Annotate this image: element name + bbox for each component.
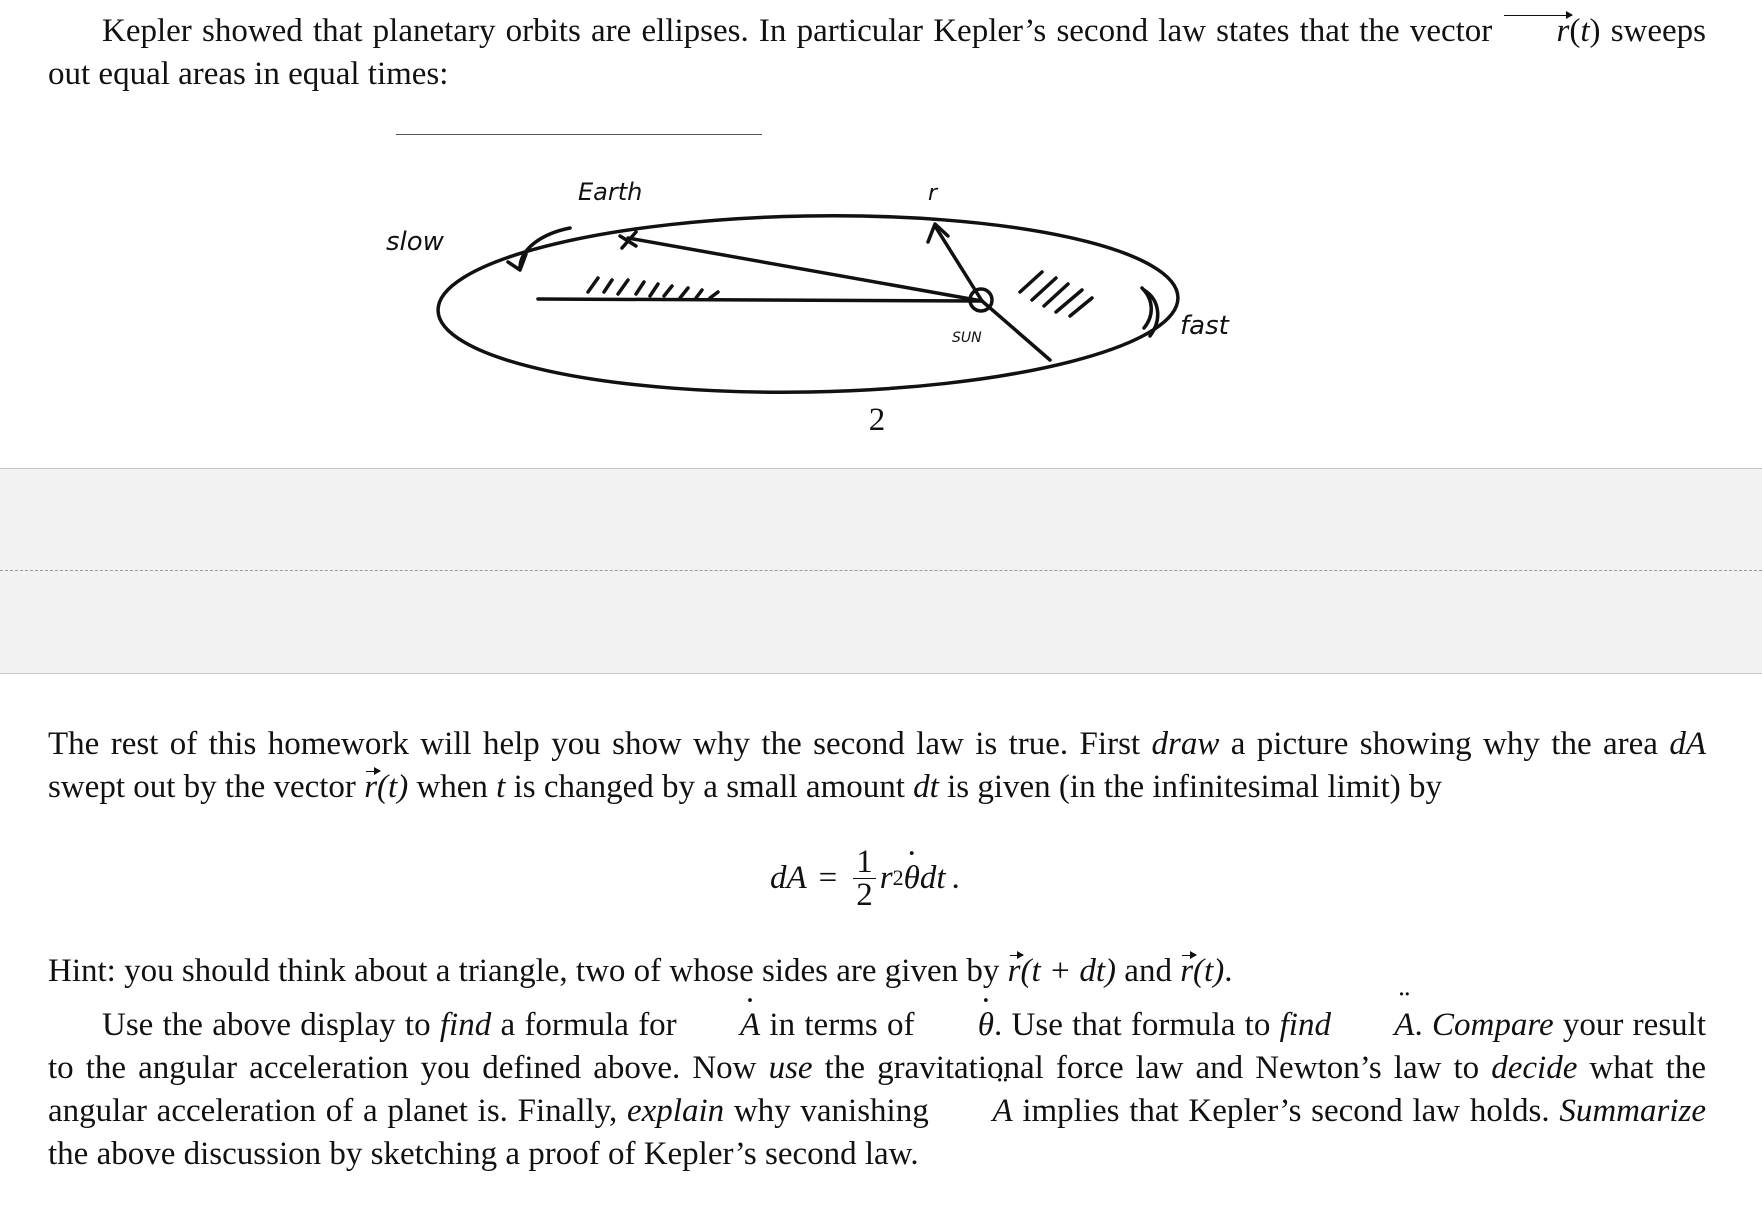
vector-r: r (1502, 10, 1569, 53)
figure-top-rule (396, 134, 762, 135)
text: The rest of this homework will help you show why the second law is true. First (48, 726, 1152, 762)
paren-open: ( (1569, 13, 1581, 49)
text: . (1224, 953, 1233, 989)
hint-paragraph (48, 950, 1706, 993)
eq-dt: dt (919, 859, 946, 896)
kepler-orbit-sketch (380, 150, 1320, 410)
text: your result to the angular acceleration you defined above. Now (48, 1007, 1706, 1086)
eq-r: r (879, 859, 893, 896)
page-break-dashed-line (0, 570, 1762, 571)
vector-r: r (364, 766, 377, 809)
eq-period: . (951, 859, 960, 896)
radius-line-earth (628, 238, 982, 301)
emphasis-summarize: Summarize (1559, 1093, 1706, 1129)
text: the gravitational force law and Newton’s law to (812, 1050, 1492, 1086)
text: is given (in the infinitesimal limit) by (938, 769, 1443, 805)
shading-slow (588, 278, 718, 298)
eq-denominator: 2 (856, 876, 873, 913)
var-dt: dt (913, 769, 939, 805)
emphasis-draw: draw (1151, 726, 1220, 762)
fast-arrow (1142, 288, 1158, 336)
emphasis-compare: Compare (1432, 1007, 1554, 1043)
var-dA: dA (1669, 726, 1706, 762)
emphasis-find: find (439, 1007, 492, 1043)
emphasis-decide: decide (1491, 1050, 1578, 1086)
page-number: 2 (868, 402, 886, 438)
text: when (408, 769, 497, 805)
text: why vanishing (724, 1093, 939, 1129)
var-t: t (496, 769, 506, 805)
emphasis-use: use (768, 1050, 813, 1086)
text: Hint: you should think about a triangle, two of whose sides are given by (48, 953, 1008, 989)
eq-equals: = (818, 859, 838, 896)
eq-theta-dot: · θ (904, 860, 920, 897)
arg-t-plus-dt: (t + dt) (1020, 953, 1117, 989)
homework-paragraph (48, 723, 1706, 809)
intro-text-end: sweeps out equal areas in equal times: (48, 13, 1707, 92)
text: swept out by the vector (48, 769, 365, 805)
emphasis-explain: explain (626, 1093, 725, 1129)
vector-r: r (1180, 950, 1193, 993)
text: a picture showing why the area (1219, 726, 1670, 762)
shading-fast (1020, 272, 1092, 316)
text: and (1116, 953, 1181, 989)
vector-r: r (1008, 950, 1021, 993)
radius-line-baseline (538, 299, 982, 301)
label-fast: fast (1180, 311, 1229, 341)
text: is changed by a small amount (505, 769, 914, 805)
label-earth: Earth (578, 178, 643, 206)
paren-close: ) (1589, 13, 1601, 49)
var-t: (t) (377, 769, 409, 805)
text: in terms of (760, 1007, 924, 1043)
text (1331, 1007, 1340, 1043)
A-dot: · A (686, 1004, 760, 1047)
A-ddot: ¨ A (1340, 1004, 1414, 1047)
text: a formula for (491, 1007, 686, 1043)
intro-text: Kepler showed that planetary orbits are ellipses. In particular Kepler’s second law states that the vector (102, 13, 1503, 49)
text: what the angular acceleration of a planet is. Finally, (48, 1050, 1706, 1129)
label-slow: slow (386, 227, 444, 257)
text: Use the above display to (102, 1007, 440, 1043)
theta-dot: · θ (924, 1004, 994, 1047)
page-break-band (0, 468, 1762, 674)
eq-lhs: dA (770, 859, 807, 896)
text: . Use that formula to (994, 1007, 1280, 1043)
instructions-paragraph (48, 1004, 1706, 1176)
label-sun: SUN (952, 330, 982, 346)
area-equation (770, 838, 960, 918)
text: . (1414, 1007, 1432, 1043)
eq-fraction (853, 843, 876, 913)
A-ddot: ¨ A (938, 1090, 1012, 1133)
label-r: r (928, 181, 938, 206)
text: implies that Kepler’s second law holds. (1012, 1093, 1560, 1129)
var-t: t (1580, 13, 1590, 49)
sweep-line-lower (982, 301, 1050, 360)
eq-exponent: 2 (892, 865, 904, 890)
eq-numerator: 1 (853, 846, 876, 879)
intro-paragraph (48, 10, 1706, 96)
text: the above discussion by sketching a proof of Kepler’s second law. (48, 1136, 919, 1172)
arg-t: (t) (1193, 953, 1225, 989)
emphasis-find: find (1279, 1007, 1331, 1043)
